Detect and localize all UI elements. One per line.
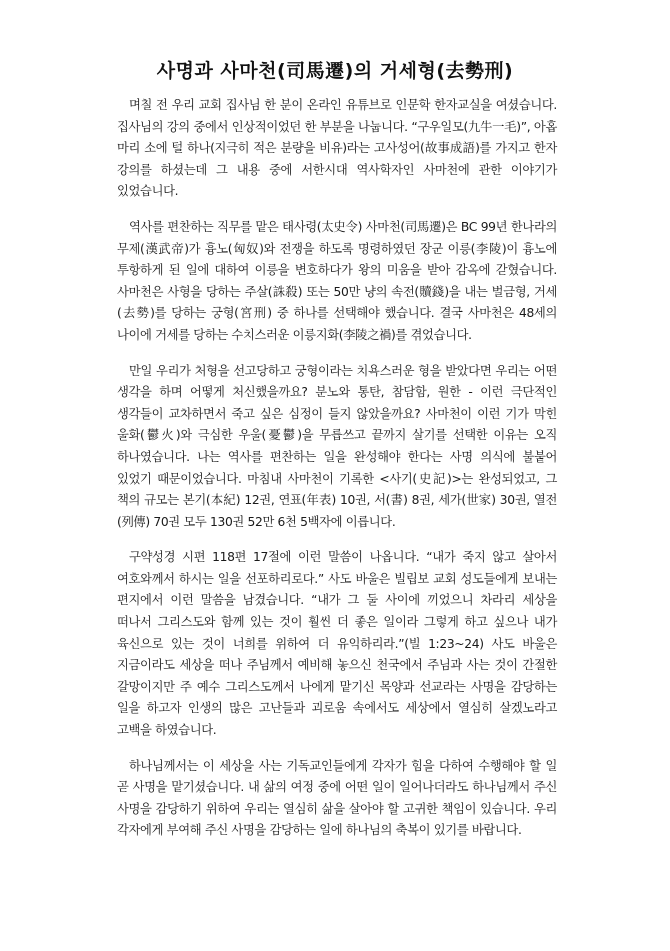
paragraph-4: 구약성경 시편 118편 17절에 이런 말씀이 나옵니다. “내가 죽지 않고 살아서 여호와께서 하시는 일을 선포하리로다.” 사도 바울은 빌립보 교회 성도들에게 보내는 편지에서 이런 말씀을 남겼습니다. “내가 그 둘 사이에 끼었으니 차라리 세상을 떠나서 그리스도와 함께 있는 것이 훨씬 더 좋은 일이라 그렇게 하고 싶으나 내가 육신으로 있는 것이 너희를 위하여 더 유익하리라.”(빌 1:23~24) 사도 바울은 지금이라도 세상을 떠나 주님께서 예비해 놓으신 천국에서 주님과 사는 것이 간절한 갈망이지만 주 예수 그리스도께서 나에게 맡기신 목양과 선교라는 사명을 감당하는 일을 하고자 인생의 많은 고난들과 괴로움 속에서도 세상에서 열심히 살겠노라고 고백을 하였습니다. [117,550,557,738]
paragraph-2: 역사를 편찬하는 직무를 맡은 태사령(太史令) 사마천(司馬遷)은 BC 99년 한나라의 무제(漢武帝)가 흉노(匈奴)와 전쟁을 하도록 명령하였던 장군 이릉(李陵)이 흉노에 투항하게 된 일에 대하여 이릉을 변호하다가 왕의 미움을 받아 감옥에 갇혔습니다. 사마천은 사형을 당하는 주살(誅殺) 또는 50만 냥의 속전(贖錢)을 내는 벌금형, 거세(去勢)를 당하는 궁형(宮刑) 중 하나를 선택해야 했습니다. 결국 사마천은 48세의 나이에 거세를 당하는 수치스러운 이릉지화(李陵之禍)를 겪었습니다. [117,219,557,342]
paragraph-5: 하나님께서는 이 세상을 사는 기독교인들에게 각자가 힘을 다하여 수행해야 할 일 곧 사명을 맡기셨습니다. 내 삶의 여정 중에 어떤 일이 일어나더라도 하나님께서 주신 사명을 감당하기 위하여 우리는 열심히 삶을 살아야 할 고귀한 책임이 있습니다. 우리 각자에게 부여해 주신 사명을 감당하는 일에 하나님의 축복이 있기를 바랍니다. [117,758,557,838]
page-title: 사명과 사마천(司馬遷)의 거세형(去勢刑) [156,60,514,82]
paragraph-3: 만일 우리가 처형을 선고당하고 궁형이라는 치욕스러운 형을 받았다면 우리는 어떤 생각을 하며 어떻게 처신했을까요? 분노와 통탄, 참담함, 원한 - 이런 극단적인 생각들이 교차하면서 죽고 싶은 심정이 들지 않았을까요? 사마천이 이런 기가 막힌 울화(鬱火)와 극심한 우울(憂鬱)을 무릅쓰고 끝까지 살기를 선택한 이유는 오직 하나였습니다. 나는 역사를 편찬하는 일을 완성해야 한다는 사명 의식에 불붙어 있었기 때문이었습니다. 마침내 사마천이 기록한 <사기(史記)>는 완성되었고, 그 책의 규모는 본기(本紀) 12권, 연표(年表) 10권, 서(書) 8권, 세가(世家) 30권, 열전(列傳) 70권 모두 130권 52만 6천 5백자에 이릅니다. [117,363,557,529]
paragraph-1: 며칠 전 우리 교회 집사님 한 분이 온라인 유튜브로 인문학 한자교실을 여셨습니다. 집사님의 강의 중에서 인상적이었던 한 부분을 나눕니다. “구우일모(九牛一毛)”, 아홉 마리 소에 털 하나(지극히 적은 분량을 비유)라는 고사성어(故事成語)를 가지고 한자 강의를 하셨는데 그 내용 중에 서한시대 역사학자인 사마천에 관한 이야기가 있었습니다. [117,98,557,199]
article-body [117,95,557,856]
